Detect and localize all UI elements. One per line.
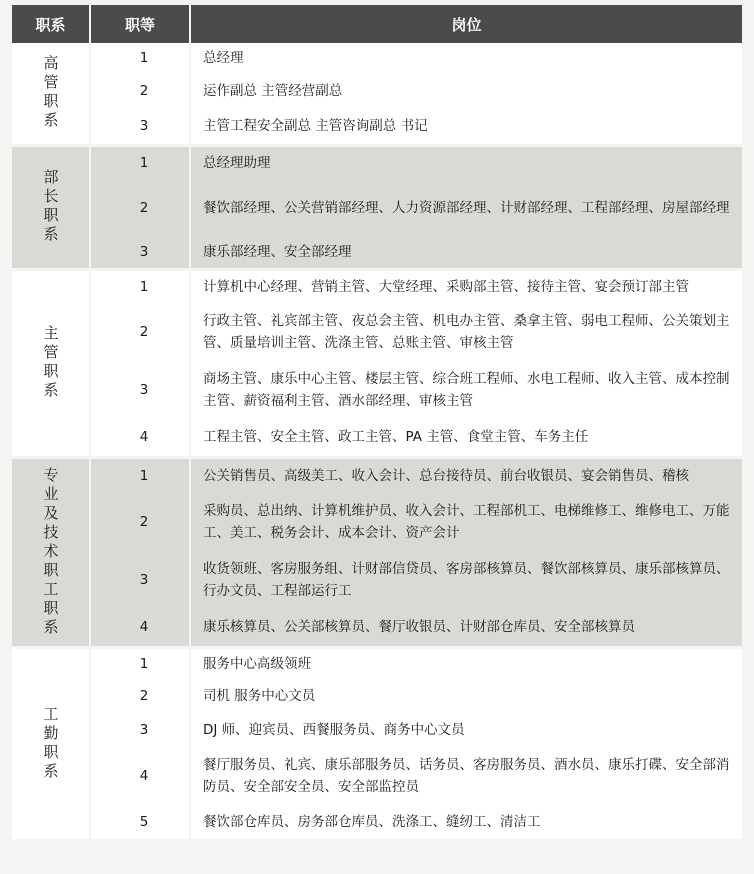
job-posts-cell: 公关销售员、高级美工、收入会计、总台接待员、前台收银员、宴会销售员、稽核	[190, 457, 742, 493]
job-level-cell: 2	[90, 679, 190, 713]
job-level-cell: 2	[90, 493, 190, 551]
job-posts-cell: 餐厅服务员、礼宾、康乐部服务员、话务员、客房服务员、酒水员、康乐打碟、安全部消防员、安全部安全员、安全部监控员	[190, 747, 742, 805]
table-row	[12, 361, 742, 419]
job-level-cell: 3	[90, 361, 190, 419]
job-level-cell: 3	[90, 551, 190, 609]
job-level-cell: 2	[90, 179, 190, 237]
job-posts-cell: 餐饮部经理、公关营销部经理、人力资源部经理、计财部经理、工程部经理、房屋部经理	[190, 179, 742, 237]
table-row	[12, 747, 742, 805]
job-posts-cell: DJ 师、迎宾员、西餐服务员、商务中心文员	[190, 713, 742, 747]
table-row	[12, 269, 742, 303]
table-row	[12, 647, 742, 679]
table-row	[12, 145, 742, 179]
job-system-cell: 部长职系	[12, 145, 90, 269]
job-posts-cell: 计算机中心经理、营销主管、大堂经理、采购部主管、接待主管、宴会预订部主管	[190, 269, 742, 303]
table-row	[12, 713, 742, 747]
job-level-cell: 1	[90, 647, 190, 679]
job-posts-cell: 行政主管、礼宾部主管、夜总会主管、机电办主管、桑拿主管、弱电工程师、公关策划主管、质量培训主管、洗涤主管、总账主管、审核主管	[190, 303, 742, 361]
job-level-cell: 2	[90, 73, 190, 109]
table-row	[12, 805, 742, 839]
job-posts-cell: 康乐核算员、公关部核算员、餐厅收银员、计财部仓库员、安全部核算员	[190, 609, 742, 647]
job-level-cell: 1	[90, 145, 190, 179]
table-row	[12, 609, 742, 647]
job-posts-cell: 运作副总 主管经营副总	[190, 73, 742, 109]
job-posts-cell: 工程主管、安全主管、政工主管、PA 主管、食堂主管、车务主任	[190, 419, 742, 457]
table-row	[12, 679, 742, 713]
job-system-cell: 主管职系	[12, 269, 90, 457]
job-posts-cell: 商场主管、康乐中心主管、楼层主管、综合班工程师、水电工程师、收入主管、成本控制主管、薪资福利主管、酒水部经理、审核主管	[190, 361, 742, 419]
job-posts-cell: 主管工程安全副总 主管咨询副总 书记	[190, 109, 742, 145]
job-level-cell: 4	[90, 747, 190, 805]
job-posts-cell: 司机 服务中心文员	[190, 679, 742, 713]
job-level-cell: 1	[90, 43, 190, 73]
job-system-cell: 高管职系	[12, 43, 90, 145]
job-level-cell: 3	[90, 237, 190, 269]
job-level-cell: 3	[90, 109, 190, 145]
table-row	[12, 109, 742, 145]
table-row	[12, 551, 742, 609]
table-row	[12, 179, 742, 237]
header-system: 职系	[12, 5, 90, 43]
job-posts-cell: 餐饮部仓库员、房务部仓库员、洗涤工、缝纫工、清洁工	[190, 805, 742, 839]
job-posts-cell: 总经理助理	[190, 145, 742, 179]
job-system-cell: 专业及技术职工职系	[12, 457, 90, 647]
job-system-cell: 工勤职系	[12, 647, 90, 839]
table-row	[12, 303, 742, 361]
job-posts-cell: 康乐部经理、安全部经理	[190, 237, 742, 269]
table-row	[12, 457, 742, 493]
job-level-cell: 4	[90, 419, 190, 457]
table-row	[12, 73, 742, 109]
job-level-cell: 2	[90, 303, 190, 361]
job-level-cell: 4	[90, 609, 190, 647]
header-posts: 岗位	[190, 5, 742, 43]
job-level-cell: 1	[90, 457, 190, 493]
table-body	[12, 43, 742, 839]
job-posts-cell: 服务中心高级领班	[190, 647, 742, 679]
job-grade-table	[12, 5, 742, 839]
header-level: 职等	[90, 5, 190, 43]
job-level-cell: 3	[90, 713, 190, 747]
table-row	[12, 237, 742, 269]
table-row	[12, 43, 742, 73]
job-level-cell: 5	[90, 805, 190, 839]
job-posts-cell: 收货领班、客房服务组、计财部信贷员、客房部核算员、餐饮部核算员、康乐部核算员、行办文员、工程部运行工	[190, 551, 742, 609]
table-header-row	[12, 5, 742, 43]
table-row	[12, 419, 742, 457]
job-posts-cell: 采购员、总出纳、计算机维护员、收入会计、工程部机工、电梯维修工、维修电工、万能工、美工、税务会计、成本会计、资产会计	[190, 493, 742, 551]
job-posts-cell: 总经理	[190, 43, 742, 73]
table-row	[12, 493, 742, 551]
job-level-cell: 1	[90, 269, 190, 303]
